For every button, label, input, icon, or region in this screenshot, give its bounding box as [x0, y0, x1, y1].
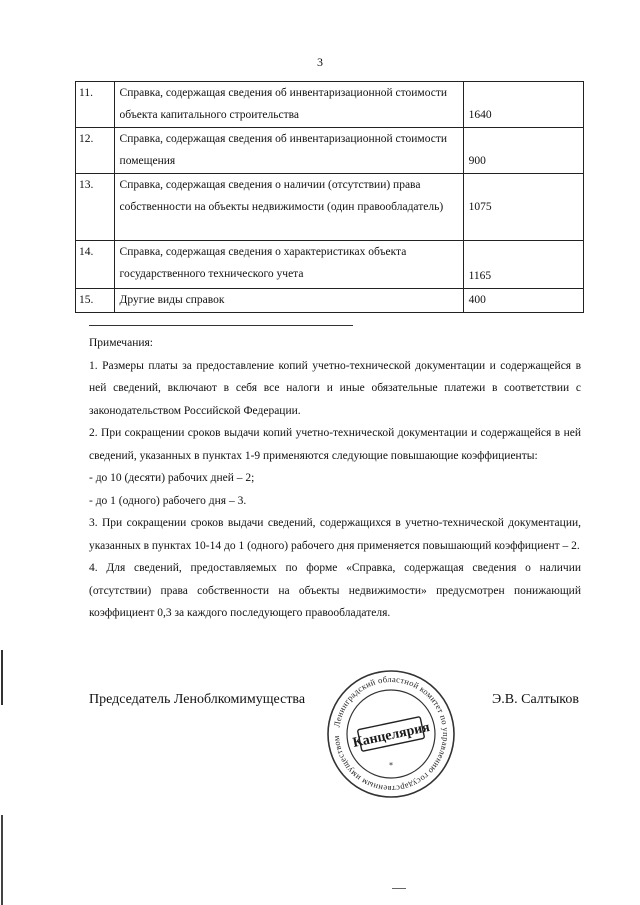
note-2-item-b: - до 1 (одного) рабочего дня – 3. [89, 494, 247, 507]
stamp-star-icon: * [389, 761, 393, 770]
row-price: 1640 [463, 82, 583, 128]
note-4: 4. Для сведений, предоставляемых по форме «Справка, содержащая сведения о наличии (отсутствии) права собственности на объекты недвижимости» предусмотрен понижающий коэффициент 0,3 за каждого последующего правообладателя. [89, 562, 581, 619]
note-2-item-a: - до 10 (десяти) рабочих дней – 2; [89, 472, 255, 484]
stamp-center-text: Канцелярия [351, 720, 432, 751]
office-stamp [325, 668, 457, 800]
note-3: 3. При сокращении сроков выдачи сведений, содержащихся в учетно-технической документации, указанных в пунктах 10-14 до 1 (одного) рабочего дня применяется повышающий коэффициент – 2. [89, 517, 581, 552]
page-number: 3 [317, 55, 323, 69]
row-price: 1075 [463, 174, 583, 241]
table-row [76, 174, 584, 241]
row-description: Справка, содержащая сведения о наличии (отсутствии) права собственности на объекты недвижимости (один правообладатель) [114, 174, 463, 241]
stamp-ring-text: Ленинградский областной комитет по управлению государственным имуществом [330, 673, 452, 795]
row-price: 1165 [463, 241, 583, 289]
row-number: 14. [76, 241, 115, 289]
note-2: 2. При сокращении сроков выдачи копий учетно-технической документации и содержащейся в ней сведений, указанных в пунктах 1-9 применяются следующие повышающие коэффициенты: [89, 427, 581, 462]
fees-table [75, 81, 584, 313]
row-description: Справка, содержащая сведения о характеристиках объекта государственного технического учета [114, 241, 463, 289]
row-number: 13. [76, 174, 115, 241]
row-number: 12. [76, 128, 115, 174]
signatory-name: Э.В. Салтыков [492, 692, 579, 707]
table-row [76, 128, 584, 174]
scan-margin-mark [1, 650, 3, 705]
scan-artifact [392, 888, 406, 889]
scan-margin-mark [1, 815, 3, 905]
row-price: 900 [463, 128, 583, 174]
row-description: Справка, содержащая сведения об инвентаризационной стоимости помещения [114, 128, 463, 174]
row-number: 11. [76, 82, 115, 128]
notes-divider [89, 325, 353, 326]
row-price: 400 [463, 289, 583, 313]
table-row [76, 241, 584, 289]
notes-section [89, 332, 581, 625]
row-description: Справка, содержащая сведения об инвентаризационной стоимости объекта капитального строительства [114, 82, 463, 128]
table-row [76, 82, 584, 128]
note-1: 1. Размеры платы за предоставление копий учетно-технической документации и содержащейся в ней сведений, включают в себя все налоги и иные обязательные платежи в соответствии с законодательством Российской Федерации. [89, 359, 581, 417]
table-row [76, 289, 584, 313]
row-number: 15. [76, 289, 115, 313]
signatory-title: Председатель Леноблкомимущества [89, 692, 306, 707]
notes-heading: Примечания: [89, 337, 153, 349]
row-description: Другие виды справок [114, 289, 463, 313]
